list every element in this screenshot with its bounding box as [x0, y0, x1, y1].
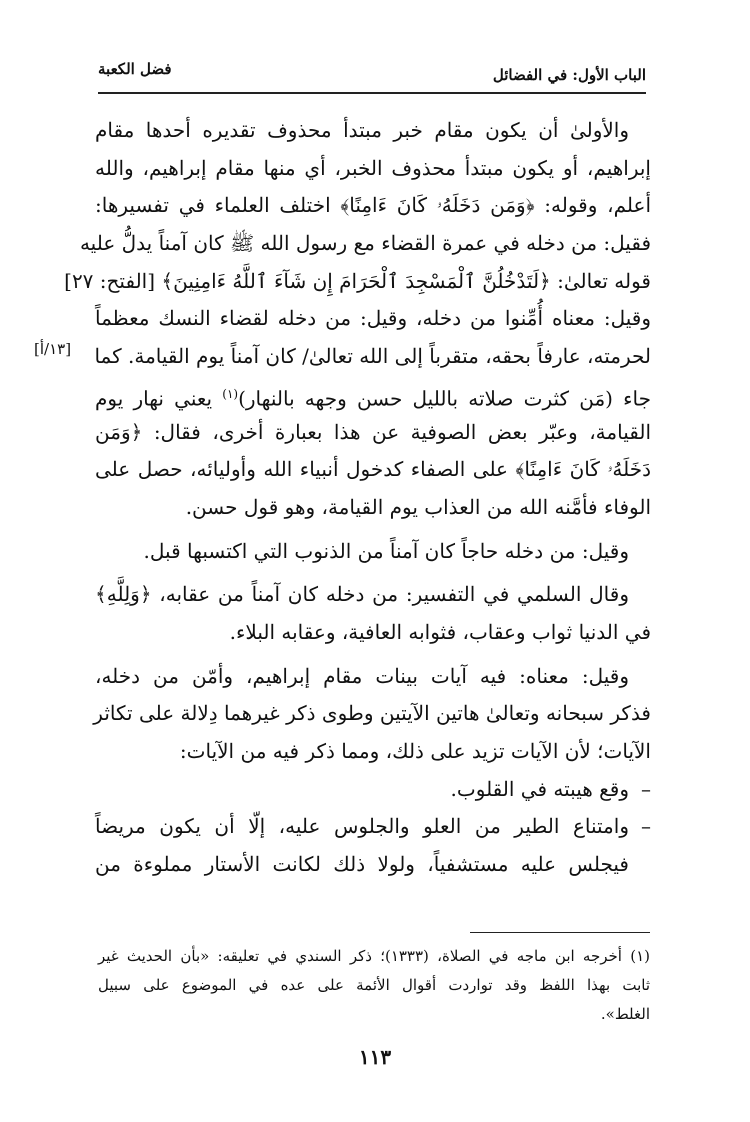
text-line: وقال السلمي في التفسير: من دخله كان آمناً من عقابه، ﴿وَلِلَّهِ﴾	[95, 582, 629, 607]
text-line: فيجلس عليه مستشفياً، ولولا ذلك لكانت الأستار مملوءة من	[95, 852, 629, 877]
text-line: دَخَلَهُۥ كَانَ ءَامِنًا﴾ على الصفاء كدخول أنبياء الله وأوليائه، حصل على	[95, 457, 651, 482]
text-line: القيامة، وعبّر بعض الصوفية عن هذا بعبارة أخرى، فقال: ﴿وَمَن	[95, 419, 651, 444]
text-line: والأولىٰ أن يكون مقام خبر مبتدأ محذوف تقديره أحدها مقام	[95, 118, 629, 142]
running-header	[98, 58, 646, 88]
text-line: إبراهيم، أو يكون مبتدأ محذوف الخبر، أي منها مقام إبراهيم، والله	[95, 155, 651, 180]
manuscript-folio-marker: [١٣/أ]	[34, 340, 72, 358]
dash-bullet-icon: –	[641, 776, 651, 801]
header-rule	[98, 92, 646, 94]
page-number: ١١٣	[358, 1045, 392, 1069]
section-title: فضل الكعبة	[98, 60, 172, 78]
text-line: قوله تعالىٰ: ﴿لَتَدْخُلُنَّ ٱلْمَسْجِدَ ٱلْحَرَامَ إِن شَآءَ ٱللَّهُ ءَامِنِينَ﴾ [الفتح: ٢٧]	[64, 268, 651, 293]
text-segment: يعني نهار يوم	[95, 386, 213, 411]
footnote-line: ثابت بهذا اللفظ وقد تواردت أقوال الأئمة على عده في الموضوع على سبيل	[98, 976, 650, 994]
bullet-text: وامتناع الطير من العلو والجلوس عليه، إلّا أن يكون مريضاً	[95, 814, 629, 839]
text-line: فقيل: من دخله في عمرة القضاء مع رسول الله ﷺ كان آمناً يدلُّ عليه	[79, 231, 651, 256]
text-line: الوفاء فأمَّنه الله من العذاب يوم القيامة، وهو قول حسن.	[185, 494, 651, 519]
footnote-reference: (١)	[222, 386, 239, 401]
bullet-item	[95, 771, 651, 809]
footnotes	[98, 942, 650, 1029]
text-line: فذكر سبحانه وتعالىٰ هاتين الآيتين وطوى ذكر غيرهما دِلالة على تكاثر	[93, 701, 651, 726]
text-line-with-footnote	[95, 376, 651, 414]
main-text	[64, 112, 651, 884]
text-line: أعلم، وقوله: ﴿وَمَن دَخَلَهُۥ كَانَ ءَامِنًا﴾ اختلف العلماء في تفسيرها:	[95, 193, 651, 218]
footnote-rule	[470, 932, 650, 933]
text-line: وقيل: من دخله حاجاً كان آمناً من الذنوب التي اكتسبها قبل.	[143, 538, 629, 563]
text-line: وقيل: معناه: فيه آيات بينات مقام إبراهيم، وأمّن من دخله،	[95, 663, 629, 688]
bullet-item	[95, 808, 651, 846]
text-segment: جاء (مَن كثرت صلاته بالليل حسن وجهه بالنهار)	[238, 386, 651, 411]
text-line: لحرمته، عارفاً بحقه، متقرباً إلى الله تعالىٰ/ كان آمناً يوم القيامة. كما	[94, 344, 651, 369]
text-line: في الدنيا ثواب وعقاب، فثوابه العافية، وعقابه البلاء.	[229, 619, 651, 644]
text-line: وقيل: معناه أُمِّنوا من دخله، وقيل: من دخله لقضاء النسك معظماً	[95, 306, 651, 331]
dash-bullet-icon: –	[641, 814, 651, 839]
text-line: الآيات؛ لأن الآيات تزيد على ذلك، ومما ذكر فيه من الآيات:	[179, 739, 651, 763]
bullet-text: وقع هيبته في القلوب.	[450, 776, 629, 801]
footnote-line: الغلط».	[600, 1005, 650, 1023]
footnote-line: (١) أخرجه ابن ماجه في الصلاة، (١٣٣٣)؛ ذكر السندي في تعليقه: «بأن الحديث غير	[98, 947, 650, 965]
chapter-title: الباب الأول: في الفضائل	[492, 66, 646, 84]
